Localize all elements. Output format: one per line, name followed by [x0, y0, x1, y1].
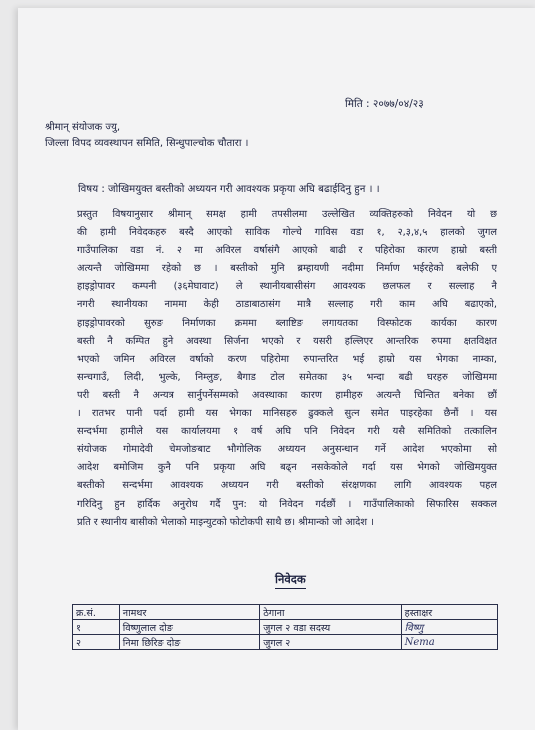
- body-line: बस्ती नै कम्पित हुने अवस्था सिर्जना भएको र यसरी हल्लिएर आन्तरिक रुपमा क्षतविक्षत: [77, 335, 497, 347]
- body-line: सन्चगाउँ, लिदी, भुल्के, निम्लुङ, बैगाड टोल समेतका ३५ भन्दा बढी घरहरु जोखिममा: [77, 371, 497, 383]
- letter-date: मिति : २०७७/०४/२३: [345, 98, 424, 110]
- body-line: संयोजक गोमादेवी चेमजोङबाट भौगोलिक अध्ययन अनुसन्धान गर्ने आदेश भएकोमा सो: [77, 444, 497, 456]
- table-header-row: [73, 605, 498, 620]
- recipient-title: श्रीमान् संयोजक ज्यु,: [45, 122, 121, 133]
- body-line: बस्तीको सन्दर्भमा आवश्यक अध्ययन गरी बस्तीको संरक्षणका लागि आवश्यक पहल: [77, 480, 497, 492]
- letter-body: [77, 206, 497, 532]
- body-line: । रातभर पानी पर्दा हामी यस भेगका मानिसहरु ढुक्कले सुत्न समेत पाइरहेका छैनौं । यस: [77, 408, 497, 420]
- body-line: गरिदिनु हुन हार्दिक अनुरोध गर्दै पुन: यो निवेदन गर्दछौं । गाउँपालिकाको सिफारिस सक्कल: [77, 498, 497, 510]
- cell-serial: २: [73, 635, 120, 650]
- header-serial: क्र.सं.: [73, 605, 120, 620]
- body-line: आदेश बमोजिम कुनै पनि प्रकृया अघि बढ्न नसकेकोले गर्दा यस भेगको जोखिमयुक्त: [77, 462, 497, 474]
- body-line: गाउँपालिका वडा नं. २ मा अविरल वर्षासंगै आएको बाढी र पहिरोका कारण हाम्रो बस्ती: [77, 245, 497, 257]
- header-signature: हस्ताक्षर: [401, 605, 497, 620]
- body-line: अत्यन्तै जोखिममा रहेको छ । बस्तीको मुनि ब्रम्हायणी नदीमा निर्माण भईरहेको बलेफी ए: [77, 263, 497, 275]
- signature-mark: विष्णु: [401, 620, 497, 635]
- body-line: नगरी स्थानीयका नाममा केही ठाडाबाठासंग मात्रै सल्लाह गरी काम अघि बढाएको,: [77, 299, 497, 311]
- cell-serial: १: [73, 620, 120, 635]
- recipient-office: जिल्ला विपद व्यवस्थापन समिति, सिन्धुपाल्चोक चौतारा ।: [45, 138, 249, 149]
- letter-subject: विषय : जोखिमयुक्त बस्तीको अध्ययन गरी आवश्यक प्रकृया अघि बढाईदिनु हुन । ।: [78, 184, 380, 195]
- cell-name: निमा छिरिङ दोङ: [119, 635, 259, 650]
- body-line: की हामी निवेदकहरु बस्दै आएको साविक गोल्चे गाविस वडा १, २,३,४,५ हालको जुगल: [77, 227, 497, 239]
- table-row: [73, 635, 498, 650]
- table-row: [73, 620, 498, 635]
- cell-address: जुगल २: [260, 635, 401, 650]
- body-line: परी बस्ती नै अन्यत्र सार्नुपर्नेसम्मको अवस्थाका कारण हामीहरु अत्यन्तै चिन्तित बनेका छौं: [77, 389, 497, 401]
- body-line: हाइड्रोपावरको सुरुङ निर्माणका क्रममा ब्लाष्टिङ लगायतका विस्फोटक कार्यका कारण: [77, 317, 497, 329]
- signatories-table: [72, 604, 498, 650]
- header-address: ठेगाना: [260, 605, 401, 620]
- cell-address: जुगल २ वडा सदस्य: [260, 620, 401, 635]
- signatories-heading: निवेदक: [275, 572, 306, 589]
- body-line: प्रति र स्थानीय बासीको भेलाको माइन्युटको फोटोकपी साथै छ। श्रीमान्को जो आदेश ।: [77, 516, 374, 528]
- signature-mark: Nema: [401, 635, 497, 650]
- body-line: सन्दर्भमा हामीले यस कार्यालयमा १ वर्ष अघि पनि निवेदन गरी यसै समितिको तत्कालिन: [77, 426, 497, 438]
- body-line: भएको जमिन अविरल वर्षाको करण पहिरोमा रुपान्तरित भई हाम्रो यस भेगका नाम्का,: [77, 353, 497, 365]
- body-line: प्रस्तुत विषयानुसार श्रीमान् समक्ष हामी तपसीलमा उल्लेखित व्यक्तिहरुको निवेदन यो छ: [77, 209, 497, 220]
- body-line: हाइड्रोपावर कम्पनी (३६मेघावाट) ले स्थानीयबासीसंग आवश्यक छलफल र सल्लाह नै: [77, 281, 497, 293]
- cell-name: विष्णुलाल दोङ: [119, 620, 259, 635]
- header-name: नामथर: [119, 605, 259, 620]
